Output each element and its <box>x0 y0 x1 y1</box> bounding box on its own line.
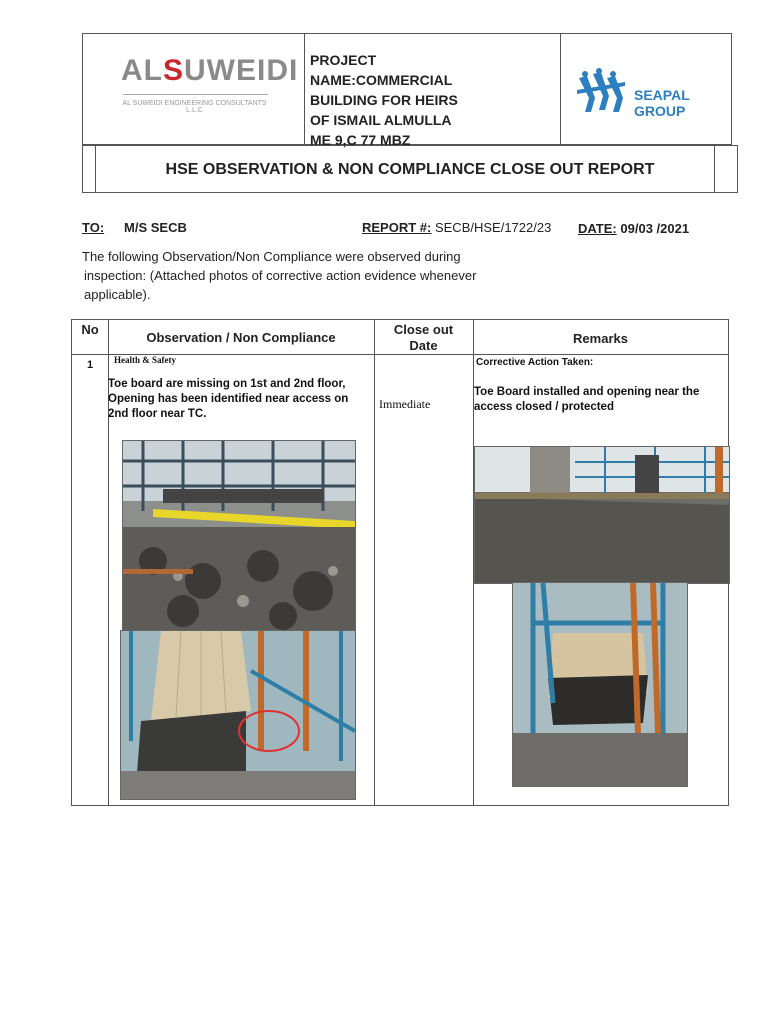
logo-text-al: AL <box>121 54 163 87</box>
intro-text <box>82 247 522 304</box>
seapal-logo-icon <box>575 68 631 116</box>
to-value: M/S SECB <box>124 220 187 235</box>
observation-photo-debris <box>122 440 356 632</box>
observation-photo-plank <box>120 630 356 800</box>
observation-table <box>71 319 729 806</box>
report-value: SECB/HSE/1722/23 <box>434 220 552 235</box>
project-line: PROJECT <box>310 52 377 68</box>
logo-divider <box>123 94 268 95</box>
header-box <box>82 33 732 148</box>
logo-subtitle: AL SUWEIDI ENGINEERING CONSULTANTS L.L.C <box>122 100 267 114</box>
date-label: DATE: <box>578 221 617 236</box>
report-title: HSE OBSERVATION & NON COMPLIANCE CLOSE OUT REPORT <box>165 161 655 178</box>
header-no: No <box>81 322 99 337</box>
header-remarks: Remarks <box>573 331 628 346</box>
project-name <box>310 50 550 150</box>
observation-line: 2nd floor near TC. <box>108 408 207 420</box>
logo-left-cell <box>83 34 305 144</box>
header-close-out-line: Close out <box>393 322 454 337</box>
header-close-out-line: Date <box>409 338 438 353</box>
logo-right-cell <box>560 34 732 144</box>
remarks-photo-scaffold <box>512 582 688 787</box>
header-close-out <box>374 322 473 354</box>
photo-scaffold-image <box>513 583 687 786</box>
row-close-out-date: Immediate <box>379 397 431 411</box>
report-label: REPORT #: <box>362 220 432 235</box>
alsuweidi-logo <box>121 54 298 88</box>
project-line: ME 9,C 77 MBZ <box>310 132 411 148</box>
col-divider <box>374 320 375 805</box>
row-observation <box>108 377 368 422</box>
photo-debris-image <box>123 441 355 631</box>
logo-text-s: S <box>163 54 185 87</box>
row-remarks <box>474 385 726 415</box>
to-label: TO: <box>82 220 105 235</box>
date-field <box>578 221 689 236</box>
intro-line: inspection: (Attached photos of corrective action evidence whenever <box>84 268 477 283</box>
date-value: 09/03 /2021 <box>620 221 690 236</box>
observation-line: Toe board are missing on 1st and 2nd floor, <box>108 378 346 390</box>
report-title-bar <box>82 145 738 193</box>
row-number: 1 <box>86 359 94 371</box>
photo-slab-image <box>475 447 729 583</box>
row-category: Health & Safety <box>114 355 176 365</box>
project-line: OF ISMAIL ALMULLA <box>310 112 452 128</box>
observation-line: Opening has been identified near access on <box>108 393 349 405</box>
report-number <box>362 220 551 235</box>
logo-text-uweidi: UWEIDI <box>184 54 299 87</box>
project-line: BUILDING FOR HEIRS <box>310 92 458 108</box>
row-remarks-title: Corrective Action Taken: <box>476 357 594 368</box>
remarks-line: Toe Board installed and opening near the <box>474 386 700 398</box>
intro-line: applicable). <box>84 287 151 302</box>
intro-line: The following Observation/Non Compliance were observed during <box>82 249 461 264</box>
photo-plank-image <box>121 631 355 799</box>
seapal-logo-text: SEAPAL GROUP <box>634 87 690 119</box>
remarks-line: access closed / protected <box>474 401 614 413</box>
header-observation: Observation / Non Compliance <box>146 330 336 345</box>
project-line: NAME:COMMERCIAL <box>310 72 453 88</box>
remarks-photo-slab <box>474 446 730 584</box>
